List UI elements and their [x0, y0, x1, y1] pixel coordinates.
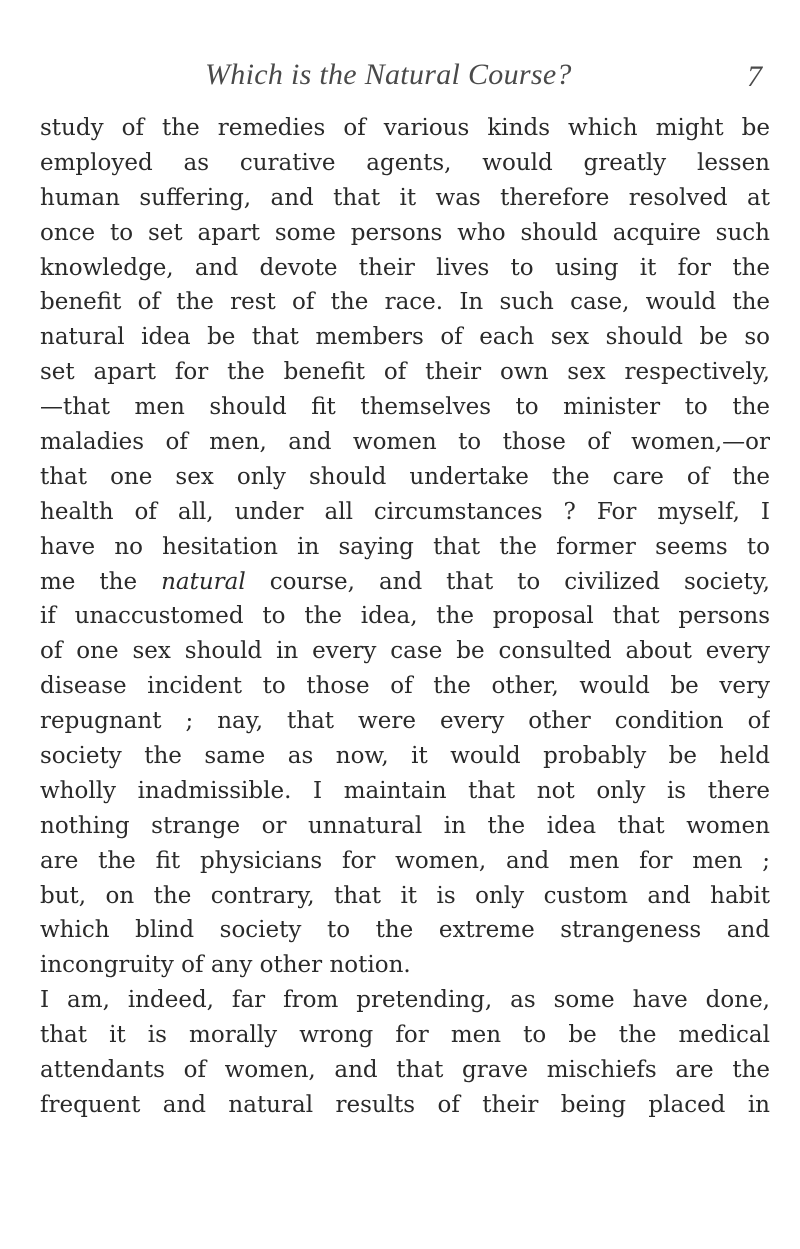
text-line: knowledge, and devote their lives to using it for the [40, 254, 770, 281]
text-line-with-emphasis [40, 565, 770, 600]
text-line: but, on the contrary, that it is only custom and habit [40, 882, 770, 909]
text-line: have no hesitation in saying that the former seems to [40, 533, 770, 560]
text-line: society the same as now, it would probably be held [40, 743, 770, 770]
text-line: frequent and natural results of their being placed in [40, 1091, 770, 1118]
text-line: health of all, under all circumstances ? For myself, I [40, 498, 770, 525]
text-line: attendants of women, and that grave mischiefs are the [40, 1057, 770, 1084]
text-line: that one sex only should undertake the care of the [40, 463, 770, 490]
text-line: maladies of men, and women to those of women,—or [40, 429, 770, 456]
text-line: employed as curative agents, would greatly lessen [40, 149, 770, 176]
text-line: disease incident to those of the other, would be very [40, 673, 770, 700]
text-line: of one sex should in every case be consulted about every [40, 638, 770, 665]
text-line: I am, indeed, far from pretending, as some have done, [40, 987, 770, 1014]
text-line: once to set apart some persons who should acquire such [40, 219, 770, 246]
text-line: repugnant ; nay, that were every other condition of [40, 708, 770, 735]
text-line: wholly inadmissible. I maintain that not only is there [40, 777, 770, 804]
running-title: Which is the Natural Course? [205, 58, 572, 91]
emphasis-natural: natural [161, 568, 246, 595]
text-line: —that men should fit themselves to minister to the [40, 394, 770, 421]
text-line: which blind society to the extreme strangeness and [40, 917, 770, 944]
text-line: are the fit physicians for women, and men for men ; [40, 847, 770, 874]
page-number: 7 [747, 60, 762, 93]
text-line: nothing strange or unnatural in the idea that women [40, 812, 770, 839]
text-line: human suffering, and that it was therefore resolved at [40, 184, 770, 211]
text-line: that it is morally wrong for men to be the medical [40, 1022, 770, 1049]
line-segment: course, and that to civilized society, [245, 568, 770, 595]
line-segment: me the [40, 568, 162, 595]
text-line: set apart for the benefit of their own sex respectively, [40, 359, 770, 386]
body-text [40, 111, 770, 1123]
text-line: benefit of the rest of the race. In such case, would the [40, 289, 770, 316]
text-line: if unaccustomed to the idea, the proposal that persons [40, 603, 770, 630]
running-header [40, 58, 770, 98]
text-line: study of the remedies of various kinds which might be [40, 115, 770, 141]
text-line: natural idea be that members of each sex should be so [40, 324, 770, 351]
text-line: incongruity of any other notion. [40, 952, 411, 979]
